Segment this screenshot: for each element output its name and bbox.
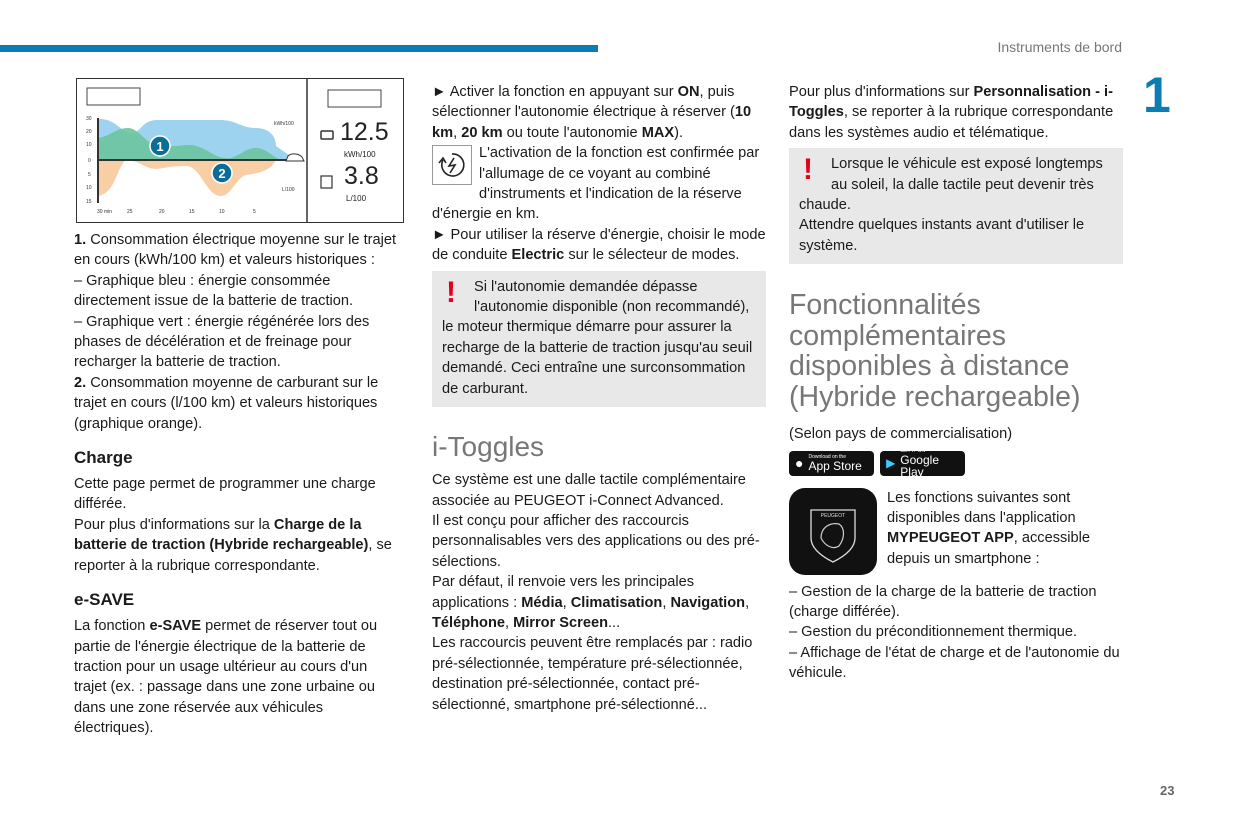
fuel-unit: L/100 [346,194,367,203]
paragraph: ► Activer la fonction en appuyant sur ON, puis sélectionner l'autonomie électrique à réserver (10 km, 20 km ou toute l'autonomie MAX). [432,84,752,141]
paragraph: Pour plus d'informations sur Personnalisation - i-Toggles, se reporter à la rubrique correspondante dans les systèmes audio et télématique. [789,84,1114,141]
app-store-badge[interactable]: ● Download on the App Store [789,451,874,476]
elec-unit: kWh/100 [344,150,376,159]
x-tick: 20 [159,209,165,215]
paragraph: La fonction e-SAVE permet de réserver tout ou partie de l'énergie électrique de la batterie de traction pour un usage ultérieur au cours d'un trajet (ex. : passage dans une zone urbaine ou dans une zone réservée aux véhicules électriques). [74,618,378,737]
y-tick: 15 [86,199,92,205]
orange-area [98,160,276,196]
paragraph: – Graphique vert : énergie régénérée lors des phases de décélération et de freinage pour recharger la batterie de traction. [74,313,370,371]
apple-icon: ● [795,454,804,471]
mypeugeot-app-logo [789,488,877,575]
app-section [789,486,1123,574]
e-save-indicator-icon [432,145,472,185]
fuel-icon [321,176,332,188]
list-item: – Affichage de l'état de charge et de l'autonomie du véhicule. [789,644,1120,682]
paragraph: 1. Consommation électrique moyenne sur le trajet en cours (kWh/100 km) et valeurs historiques : [74,232,397,269]
x-tick: 30 min [97,209,113,215]
y-tick: 10 [86,142,92,148]
warning-icon: ! [803,153,813,187]
play-icon: ▶ [886,455,896,470]
y-tick: 10 [86,185,92,191]
elec-value: 12.5 [340,118,389,146]
heading-i-toggles: i-Toggles [432,431,545,463]
heading-esave: e-SAVE [74,590,135,610]
paragraph: Les raccourcis peuvent être remplacés par : radio pré-sélectionnée, température pré-sélectionnée, destination pré-sélectionnée, contact pré-sélectionné, smartphone pré-sélectionné... [432,635,753,713]
consumption-display-diagram [76,78,404,223]
paragraph: Par défaut, il renvoie vers les principales applications : Média, Climatisation, Navigation, Téléphone, Mirror Screen... [432,574,750,631]
heading-remote-features: Fonctionnalités complémentaires disponibles à distance (Hybride rechargeable) [789,289,1081,413]
fuel-unit-label: L/100 [282,187,295,193]
paragraph: Ce système est une dalle tactile complémentaire associée au PEUGEOT i-Connect Advanced. [432,472,746,509]
y-tick: 0 [88,158,91,164]
paragraph: L'activation de la fonction est confirmée par l'allumage de ce voyant au combiné d'instruments et l'indication de la réserve d'énergie en km. [432,145,760,223]
header-accent-bar [0,45,598,52]
placeholder-box [328,90,381,107]
left-column [74,230,399,739]
page-number: 23 [1160,783,1175,798]
store-badges [789,448,1123,480]
x-tick: 15 [189,209,195,215]
paragraph: Pour plus d'informations sur la Charge de la batterie de traction (Hybride rechargeable), se reporter à la rubrique correspondante. [74,516,392,574]
chapter-number: 1 [1143,67,1171,123]
fuel-value: 3.8 [344,162,379,190]
google-play-badge[interactable]: ▶ GET IT ON Google Play [880,451,965,476]
x-tick: 5 [253,209,256,215]
paragraph: – Graphique bleu : énergie consommée directement issue de la batterie de traction. [74,272,354,310]
paragraph: Les fonctions suivantes sont disponibles dans l'application MYPEUGEOT APP, accessible depuis un smartphone : [887,489,1091,567]
placeholder-box [87,88,140,105]
paragraph: ► Pour utiliser la réserve d'énergie, choisir le mode de conduite Electric sur le sélecteur de modes. [432,226,766,264]
warning-box: ! Si l'autonomie demandée dépasse l'autonomie disponible (non recommandé), le moteur thermique démarre pour assurer la recharge de la batterie de traction jusqu'au seuil demandé. Ceci entraîne une surconsommation de carburant. [432,271,766,407]
right-column [789,82,1123,684]
car-icon [286,154,304,161]
y-tick: 20 [86,129,92,135]
note: (Selon pays de commercialisation) [789,426,1013,443]
svg-text:PEUGEOT: PEUGEOT [820,512,846,519]
paragraph: Il est conçu pour afficher des raccourcis personnalisables vers des applications ou des pré-sélections. [432,512,760,570]
x-tick: 10 [219,209,225,215]
warning-box: ! Lorsque le véhicule est exposé longtemps au soleil, la dalle tactile peut devenir très chaude. Attendre quelques instants avant d'utiliser le système. [789,148,1123,264]
x-tick: 25 [127,209,133,215]
list-item: – Gestion de la charge de la batterie de traction (charge différée). [789,583,1097,621]
list-item: – Gestion du préconditionnement thermique. [789,624,1077,641]
y-tick: 5 [88,172,91,178]
battery-icon [321,131,333,139]
heading-charge: Charge [74,448,133,468]
warning-icon: ! [446,275,456,309]
svg-text:2: 2 [218,166,226,181]
elec-unit-label: kWh/100 [274,121,294,127]
y-tick: 30 [86,116,92,122]
paragraph: 2. Consommation moyenne de carburant sur le trajet en cours (l/100 km) et valeurs historiques (graphique orange). [74,374,379,432]
middle-column [432,82,766,715]
section-title: Instruments de bord [997,39,1122,55]
paragraph: Cette page permet de programmer une charge différée. [74,476,376,513]
svg-text:1: 1 [156,139,164,154]
